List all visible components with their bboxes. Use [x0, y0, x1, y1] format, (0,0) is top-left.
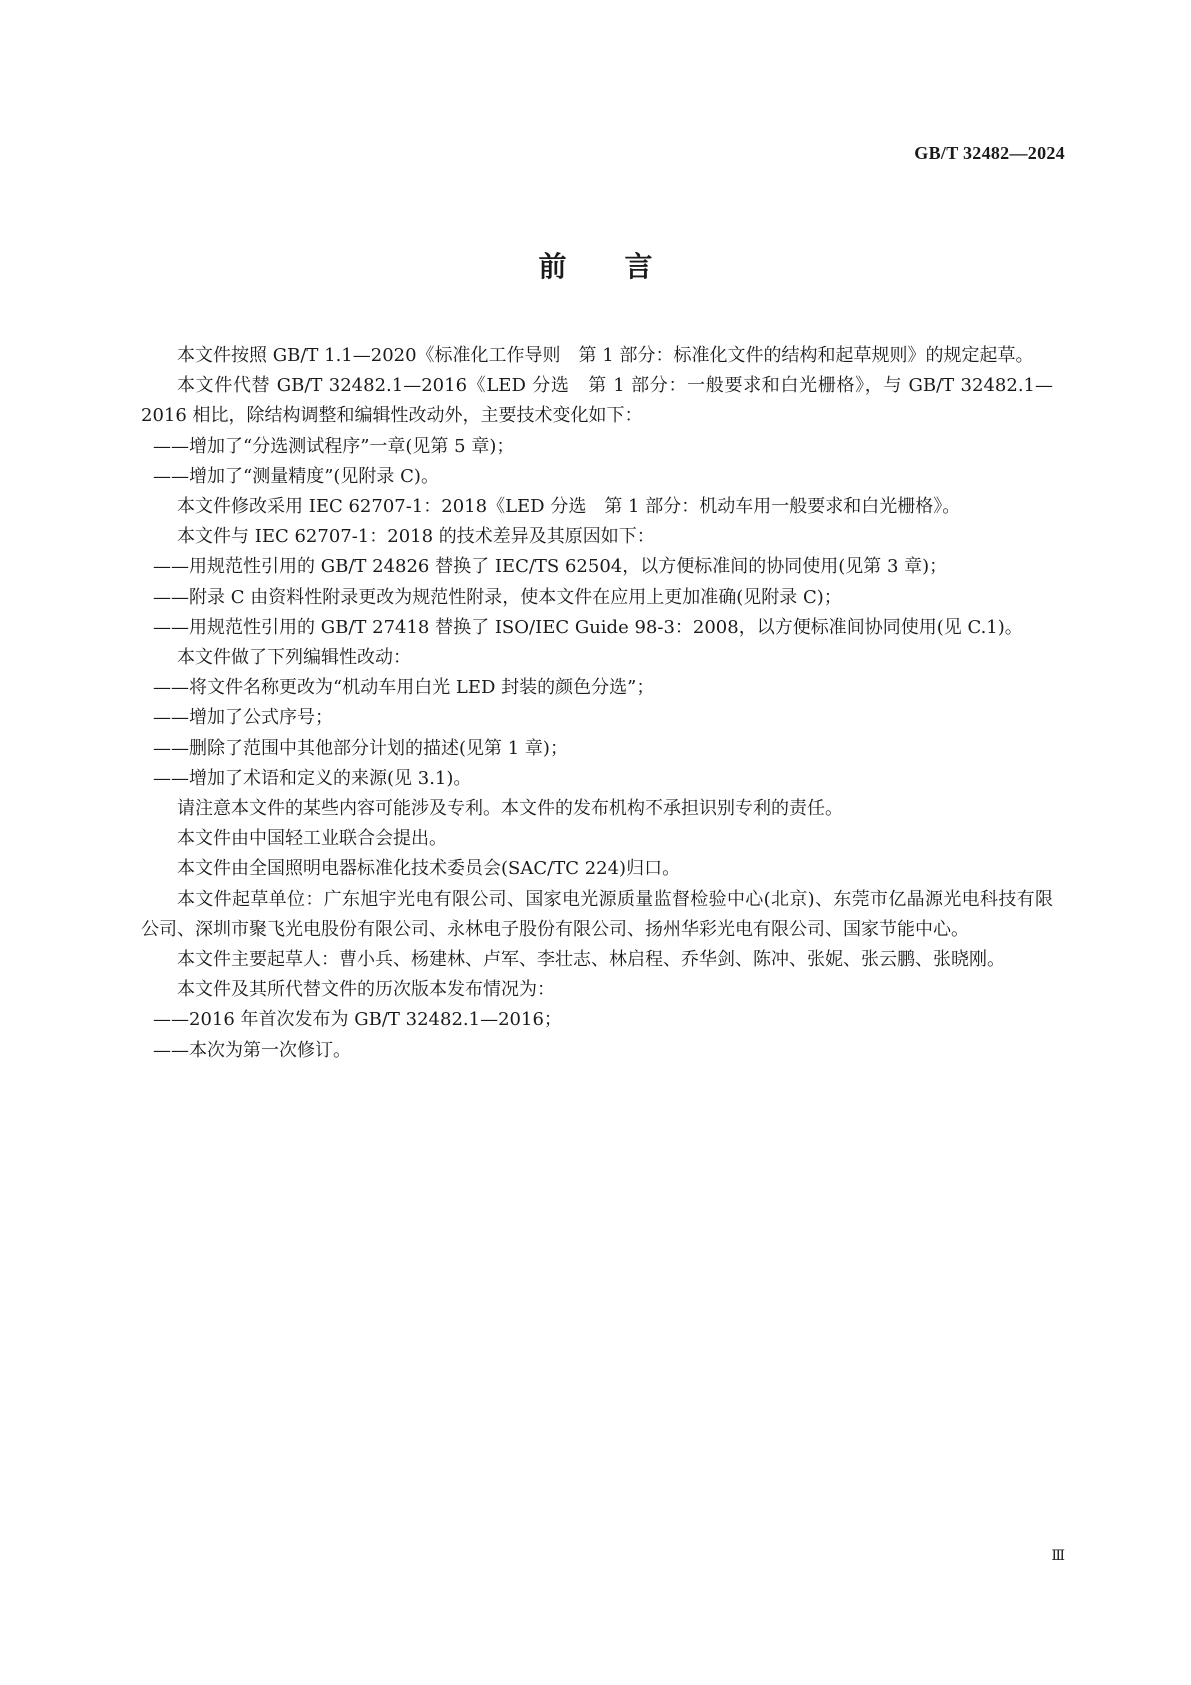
paragraph: 本文件主要起草人：曹小兵、杨建林、卢军、李壮志、林启程、乔华剑、陈冲、张妮、张云鹏、张晓刚。 — [177, 949, 1005, 971]
list-item: ——增加了公式序号； — [153, 707, 333, 729]
page-title: 前言 — [538, 250, 711, 283]
list-item: ——增加了“分选测试程序”一章(见第 5 章)； — [153, 435, 515, 457]
list-item: ——删除了范围中其他部分计划的描述(见第 1 章)； — [153, 737, 568, 759]
paragraph: 本文件及其所代替文件的历次版本发布情况为： — [177, 979, 555, 1001]
paragraph: 本文件代替 GB/T 32482.1—2016《LED 分选 第 1 部分：一般要求和白光栅格》，与 GB/T 32482.1—2016 相比，除结构调整和编辑性改动外，主要技术变化如下： — [141, 375, 1053, 427]
list-item: ——增加了“测量精度”(见附录 C)。 — [153, 465, 439, 487]
list-item: ——本次为第一次修订。 — [153, 1039, 351, 1061]
paragraph: 本文件起草单位：广东旭宇光电有限公司、国家电光源质量监督检验中心(北京)、东莞市亿晶源光电科技有限公司、深圳市聚飞光电股份有限公司、永林电子股份有限公司、扬州华彩光电有限公司、国家节能中心。 — [141, 888, 1053, 940]
list-item: ——用规范性引用的 GB/T 24826 替换了 IEC/TS 62504，以方便标准间的协同使用(见第 3 章)； — [153, 556, 948, 578]
paragraph: 本文件修改采用 IEC 62707-1：2018《LED 分选 第 1 部分：机动车用一般要求和白光栅格》。 — [177, 496, 961, 518]
paragraph: 本文件由中国轻工业联合会提出。 — [177, 828, 447, 850]
paragraph: 本文件与 IEC 62707-1：2018 的技术差异及其原因如下： — [177, 526, 655, 548]
paragraph: 本文件做了下列编辑性改动： — [177, 647, 411, 669]
document-id: GB/T 32482—2024 — [914, 143, 1065, 163]
list-item: ——2016 年首次发布为 GB/T 32482.1—2016； — [153, 1009, 562, 1031]
paragraph: 本文件按照 GB/T 1.1—2020《标准化工作导则 第 1 部分：标准化文件的结构和起草规则》的规定起草。 — [177, 345, 1034, 366]
list-item: ——附录 C 由资料性附录更改为规范性附录，使本文件在应用上更加准确(见附录 C)； — [153, 586, 842, 608]
list-item: ——将文件名称更改为“机动车用白光 LED 封装的颜色分选”； — [153, 677, 655, 699]
page-number: Ⅲ — [1051, 1549, 1065, 1564]
paragraph: 本文件由全国照明电器标准化技术委员会(SAC/TC 224)归口。 — [177, 858, 681, 880]
paragraph: 请注意本文件的某些内容可能涉及专利。本文件的发布机构不承担识别专利的责任。 — [177, 798, 843, 820]
foreword-body — [141, 341, 1053, 1066]
list-item: ——用规范性引用的 GB/T 27418 替换了 ISO/IEC Guide 98-3：2008，以方便标准间协同使用(见 C.1)。 — [153, 616, 1023, 638]
list-item: ——增加了术语和定义的来源(见 3.1)。 — [153, 767, 472, 789]
